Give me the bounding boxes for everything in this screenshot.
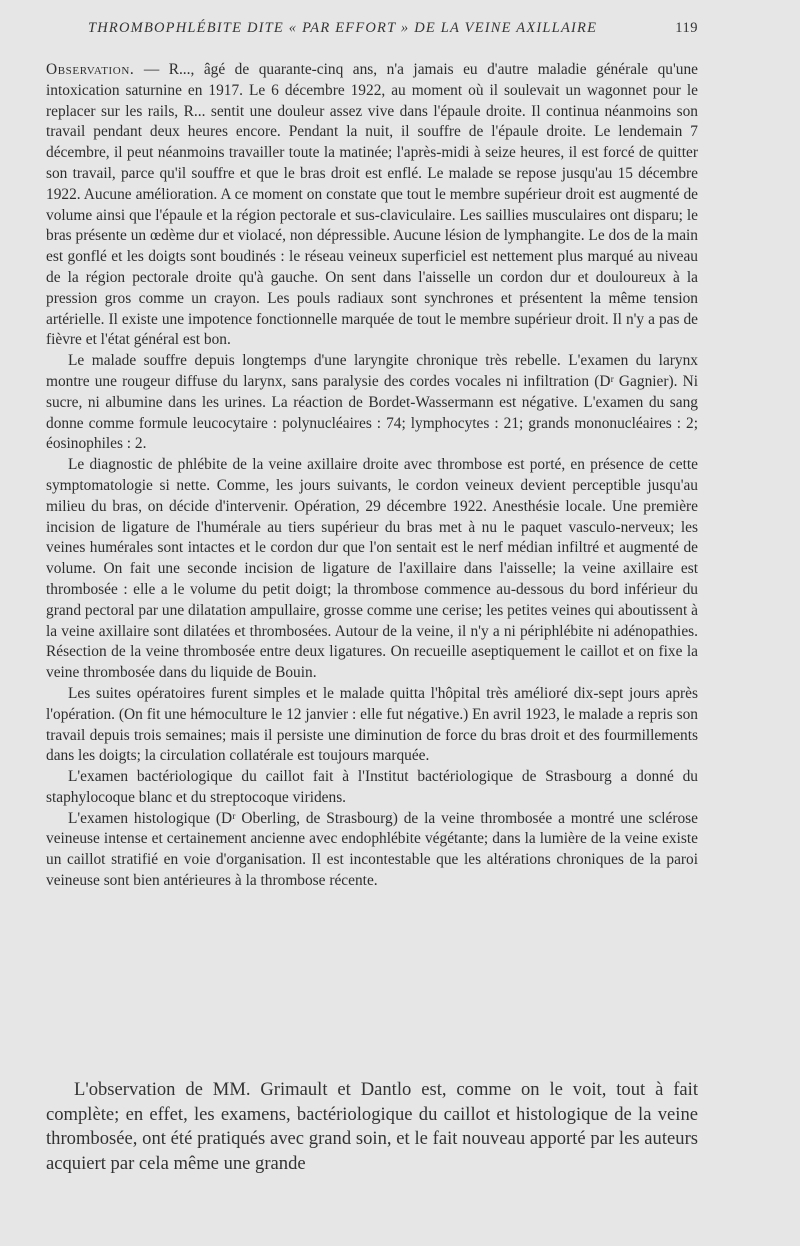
observation-block bbox=[46, 60, 698, 892]
observation-label: Observation. bbox=[46, 61, 135, 78]
running-header bbox=[88, 20, 698, 42]
observation-paragraph-3: Le diagnostic de phlébite de la veine axillaire droite avec thrombose est porté, en présence de cette symptomatologie si nette. Comme, les jours suivants, le cordon veineux devient perceptible jusqu'au milieu du bras, on décide d'intervenir. Opération, 29 décembre 1922. Anesthésie locale. Une première incision de ligature de l'humérale au tiers supérieur du bras met à nu le paquet vasculo-nerveux; les veines humérales sont intactes et le cordon dur que l'on sentait est le nerf médian infiltré et augmenté de volume. On fait une seconde incision de ligature de l'axillaire dans l'aisselle; la veine axillaire est thrombosée : elle a le volume du petit doigt; la thrombose commence au-dessous du bord inférieur du grand pectoral par une dilatation ampullaire, grosse comme une cerise; les petites veines qui aboutissent à la veine axillaire sont dilatées et thrombosées. Autour de la veine, il n'y a ni périphlébite ni adénopathies. Résection de la veine thrombosée entre deux ligatures. On recueille aseptiquement le caillot et on fixe la veine thrombosée dans du liquide de Bouin. bbox=[46, 456, 698, 682]
commentary-paragraph: L'observation de MM. Grimault et Dantlo est, comme on le voit, tout à fait complète; en effet, les examens, bactériologique du caillot et histologique de la veine thrombosée, ont été pratiqués avec grand soin, et le fait nouveau apporté par les auteurs acquiert par cela même une grande bbox=[46, 1079, 698, 1174]
commentary-block bbox=[46, 1078, 698, 1176]
observation-paragraph-2: Le malade souffre depuis longtemps d'une laryngite chronique très rebelle. L'examen du larynx montre une rougeur diffuse du larynx, sans paralysie des cordes vocales ni infiltration (Dʳ Gagnier). Ni sucre, ni albumine dans les urines. La réaction de Bordet-Wassermann est négative. L'examen du sang donne comme formule leucocytaire : polynucléaires : 74; lymphocytes : 21; grands mononucléaires : 2; éosinophiles : 2. bbox=[46, 352, 698, 453]
observation-paragraph-1 bbox=[46, 60, 698, 351]
observation-paragraph-4: Les suites opératoires furent simples et le malade quitta l'hôpital très amélioré dix-sept jours après l'opération. (On fit une hémoculture le 12 janvier : elle fut négative.) En avril 1923, le malade a repris son travail depuis trois semaines; mais il persiste une diminution de force du bras droit et des fourmillements dans les doigts; la circulation collatérale est toujours marquée. bbox=[46, 684, 698, 765]
observation-paragraph-6: L'examen histologique (Dʳ Oberling, de Strasbourg) de la veine thrombosée a montré une sclérose veineuse intense et certainement ancienne avec endophlébite végétante; dans la lumière de la veine existe un caillot stratifié en voie d'organisation. Il est incontestable que les altérations chroniques de la paroi veineuse sont bien antérieures à la thrombose récente. bbox=[46, 809, 698, 890]
page-number: 119 bbox=[675, 20, 698, 36]
running-title: THROMBOPHLÉBITE DITE « PAR EFFORT » DE LA VEINE AXILLAIRE bbox=[88, 20, 598, 36]
observation-paragraph-5: L'examen bactériologique du caillot fait à l'Institut bactériologique de Strasbourg a donné du staphylocoque blanc et du streptocoque viridens. bbox=[46, 768, 698, 806]
observation-text-1: — R..., âgé de quarante-cinq ans, n'a jamais eu d'autre maladie générale qu'une intoxication saturnine en 1917. Le 6 décembre 1922, au moment où il soulevait un wagonnet pour le replacer sur les rails, R... sentit une douleur assez vive dans l'épaule droite. Il continua néanmoins son travail pendant deux heures encore. Pendant la nuit, il souffre de l'épaule droite. Le lendemain 7 décembre, il peut néanmoins travailler toute la matinée; l'après-midi à seize heures, il est forcé de quitter son travail, parce qu'il souffre et que le bras droit est enflé. Le malade se repose jusqu'au 15 décembre 1922. Aucune amélioration. A ce moment on constate que tout le membre supérieur droit est augmenté de volume ainsi que l'épaule et la région pectorale et sus-claviculaire. Les saillies musculaires ont disparu; le bras présente un œdème dur et violacé, non dépressible. Aucune lésion de lymphangite. Le dos de la main est gonflé et les doigts sont boudinés : le réseau veineux superficiel est nettement plus marqué au niveau de la région pectorale droite qu'à gauche. On sent dans l'aisselle un cordon dur et douloureux à la pression gros comme un crayon. Les pouls radiaux sont synchrones et présentent la même tension artérielle. Il existe une impotence fonctionnelle marquée de tout le membre supérieur droit. Il n'y a pas de fièvre et l'état général est bon. bbox=[46, 61, 698, 349]
